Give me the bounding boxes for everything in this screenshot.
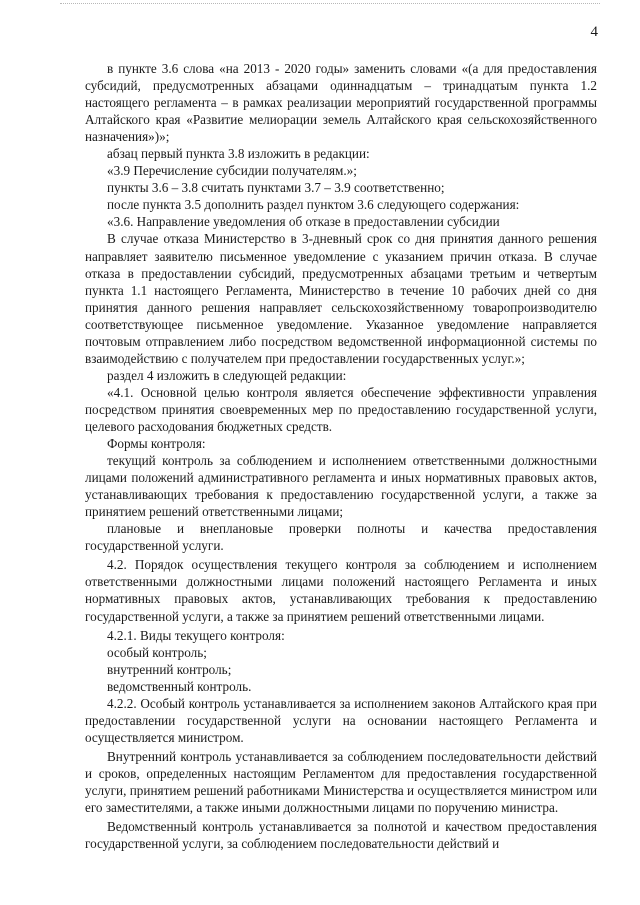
paragraph: Внутренний контроль устанавливается за соблюдением последовательности действий и сроков, определенных настоящим Регламентом для предоставления государственной услуги, принятием решений работниками Министерства и осуществляется министром или его заместителями, а также иными должностными лицами по поручению министра. <box>85 748 597 816</box>
paragraph: «3.9 Перечисление субсидии получателям.»; <box>107 163 357 179</box>
paragraph: Ведомственный контроль устанавливается за полнотой и качеством предоставления государственной услуги, за соблюдением последовательности действий и <box>85 819 597 852</box>
paragraph: текущий контроль за соблюдением и исполнением ответственными должностными лицами положений административного регламента и иных нормативных правовых актов, устанавливающих требования к предоставлению государственной услуги, а также за принятием решений ответственными лицами; <box>85 453 597 520</box>
paragraph: «3.6. Направление уведомления об отказе в предоставлении субсидии <box>107 214 500 230</box>
paragraph: в пункте 3.6 слова «на 2013 - 2020 годы» заменить словами «(а для предоставления субсидий, предусмотренных абзацами одиннадцатым – тринадцатым пункта 1.2 настоящего регламента – в рамках реализации мероприятий государственной программы Алтайского края «Развитие мелиорации земель Алтайского края сельскохозяйственного назначения»)»; <box>85 61 597 145</box>
document-body <box>85 60 597 852</box>
paragraph: 4.2.2. Особый контроль устанавливается за исполнением законов Алтайского края при предоставлении государственной услуги на основании настоящего Регламента и осуществляется министром. <box>85 695 597 745</box>
paragraph: плановые и внеплановые проверки полноты и качества предоставления государственной услуги. <box>85 521 597 554</box>
paragraph: 4.2.1. Виды текущего контроля: <box>107 627 285 643</box>
paragraph: Формы контроля: <box>107 436 206 452</box>
paragraph: ведомственный контроль. <box>107 678 252 694</box>
paragraph: В случае отказа Министерство в 3-дневный срок со дня принятия данного решения направляет заявителю письменное уведомление с указанием причин отказа. В случае отказа в предоставлении субсидий, предусмотренных абзацами третьим и четвертым пункта 1.1 настоящего Регламента, Министерство в течение 10 рабочих дней со дня принятия данного решения направляет сельскохозяйственному товаропроизводителю соответствующее письменное уведомление. Указанное уведомление направляется почтовым отправлением либо посредством ведомственной информационной системы по взаимодействию с получателем при предоставлении государственных услуг.»; <box>85 231 597 366</box>
paragraph: «4.1. Основной целью контроля является обеспечение эффективности управления посредством принятия своевременных мер по предоставлению государственной услуги, целевого расходования бюджетных средств. <box>85 384 597 434</box>
paragraph: особый контроль; <box>107 644 207 660</box>
page-number: 4 <box>590 24 598 40</box>
top-border <box>60 3 600 4</box>
paragraph: после пункта 3.5 дополнить раздел пунктом 3.6 следующего содержания: <box>107 197 520 213</box>
paragraph: раздел 4 изложить в следующей редакции: <box>107 367 347 383</box>
paragraph: абзац первый пункта 3.8 изложить в редакции: <box>107 146 370 162</box>
paragraph: 4.2. Порядок осуществления текущего контроля за соблюдением и исполнением ответственными должностными лицами положений настоящего Регламента и иных нормативных правовых актов, устанавливающих требования к предоставлению государственной услуги, а также за принятием решений ответственными лицами. <box>85 557 597 624</box>
paragraph: внутренний контроль; <box>107 661 232 677</box>
paragraph: пункты 3.6 – 3.8 считать пунктами 3.7 – 3.9 соответственно; <box>107 180 445 196</box>
